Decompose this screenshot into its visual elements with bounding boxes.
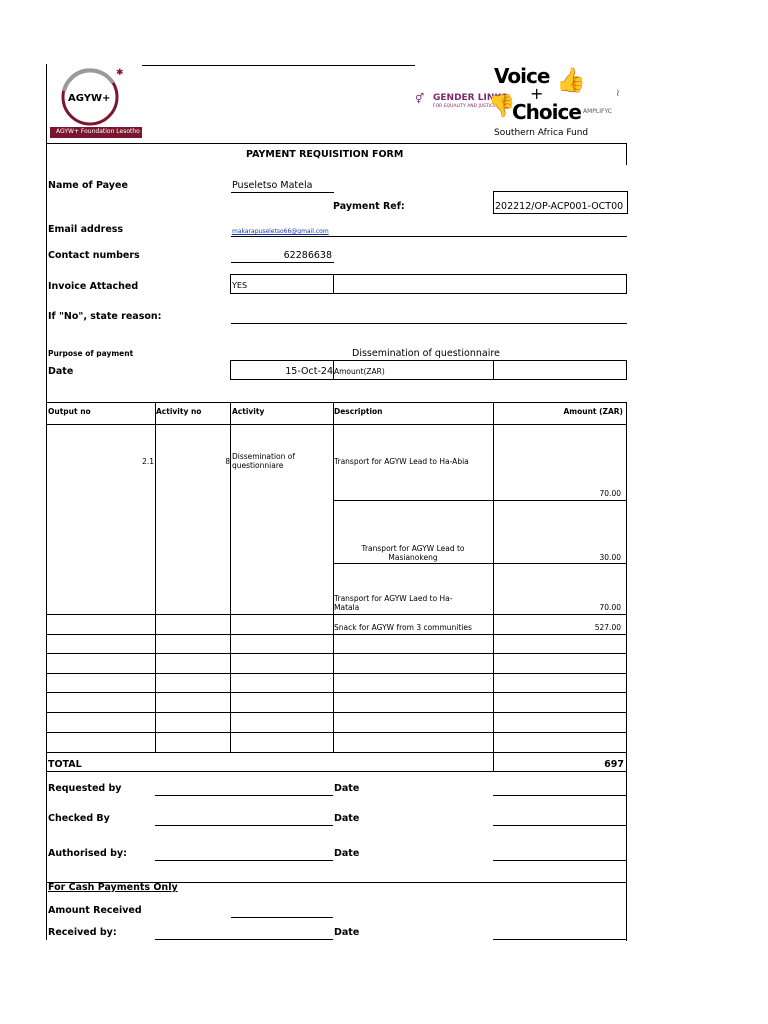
date-value: 15-Oct-24 [285, 366, 333, 377]
table-row-3-description: Transport for AGYW Laed to Ha-Matala [334, 594, 453, 612]
gender-links-logo [415, 92, 508, 112]
email-link[interactable]: makarapuseletso66@gmail.com [232, 228, 329, 235]
received-by-label: Received by: [48, 927, 117, 938]
gender-symbol-icon: ⚥ [415, 94, 425, 105]
payee-label: Name of Payee [48, 180, 128, 191]
amount-label: Amount(ZAR) [334, 367, 385, 376]
reason-label: If "No", state reason: [48, 311, 162, 322]
output-no-value: 2.1 [142, 457, 154, 466]
agyw-logo-banner: AGYW+ Foundation Lesotho [56, 128, 140, 135]
purpose-value: Dissemination of questionnaire [352, 348, 500, 359]
vc-voice-text: Voice [494, 64, 550, 88]
table-row-1-amount: 70.00 [599, 489, 621, 498]
total-value: 697 [604, 759, 624, 770]
activity-no-value: 8 [225, 457, 230, 466]
authorised-by-label: Authorised by: [48, 848, 127, 859]
requested-by-label: Requested by [48, 783, 122, 794]
gender-links-subtitle: FOR EQUALITY AND JUSTICE [433, 104, 497, 109]
voice-choice-logo [488, 64, 628, 142]
amplify-signal-icon: ≀ [616, 88, 620, 99]
amount-received-label: Amount Received [48, 905, 142, 916]
amount-value-box [493, 360, 627, 380]
col-header-activity: Activity [232, 407, 265, 416]
col-header-description: Description [334, 407, 383, 416]
activity-value: Dissemination of questionniare [232, 452, 296, 470]
cash-only-heading: For Cash Payments Only [48, 882, 178, 893]
invoice-extra-box [333, 274, 627, 294]
checked-date-label: Date [334, 813, 360, 824]
table-row-4-amount: 527.00 [594, 623, 621, 632]
email-label: Email address [48, 224, 124, 235]
payment-ref-value: 202212/OP-ACP001-OCT00 [495, 201, 624, 212]
col-header-amount: Amount (ZAR) [563, 407, 623, 416]
vc-choice-text: Choice [512, 100, 581, 124]
invoice-value: YES [232, 281, 248, 290]
checked-by-label: Checked By [48, 813, 110, 824]
table-row-4-description: Snack for AGYW from 3 communities [334, 623, 472, 632]
agyw-logo-text: AGYW+ [68, 93, 111, 104]
table-row-1-description: Transport for AGYW Lead to Ha-Abia [334, 457, 469, 466]
contact-label: Contact numbers [48, 250, 140, 261]
table-row-2-description: Transport for AGYW Lead to Masianokeng [361, 544, 465, 562]
thumbs-up-icon: 👍 [556, 66, 586, 94]
total-label: TOTAL [48, 759, 82, 770]
authorised-date-label: Date [334, 848, 360, 859]
vc-fund-text: Southern Africa Fund [494, 128, 589, 138]
col-header-activity-no: Activity no [156, 407, 202, 416]
agyw-foundation-logo [50, 66, 142, 140]
contact-value: 62286638 [283, 250, 332, 261]
received-date-label: Date [334, 927, 360, 938]
invoice-label: Invoice Attached [48, 281, 139, 292]
purpose-label: Purpose of payment [48, 349, 134, 358]
payment-ref-label: Payment Ref: [333, 201, 405, 212]
svg-text:✱: ✱ [116, 68, 124, 78]
vc-plus-text: + [530, 84, 544, 103]
table-row-3-amount: 70.00 [599, 603, 621, 612]
form-title: PAYMENT REQUISITION FORM [246, 149, 404, 160]
col-header-output-no: Output no [48, 407, 91, 416]
gender-links-title: GENDER LINKS [433, 93, 508, 103]
date-label: Date [48, 366, 74, 377]
thumbs-down-icon: 👎 [488, 94, 516, 119]
table-row-2-amount: 30.00 [599, 553, 621, 562]
amplify-text: AMPLIFYC [583, 108, 612, 115]
payee-value: Puseletso Matela [232, 180, 313, 191]
requested-date-label: Date [334, 783, 360, 794]
